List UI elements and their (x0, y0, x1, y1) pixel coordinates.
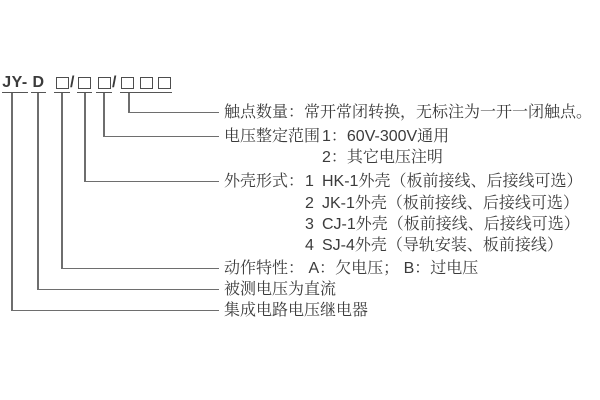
case-option-desc: JK-1外壳（板前接线、后接线可选） (322, 194, 579, 212)
model-voltage-code-segment (96, 74, 112, 93)
model-contacts-box-group (120, 77, 172, 89)
model-prefix-segment (2, 74, 28, 93)
label-action-characteristic: 动作特性： A：欠电压； B：过电压 (224, 260, 479, 277)
connector-vertical-case (84, 93, 86, 182)
label-case-type: 外壳形式： (224, 173, 305, 190)
model-contacts-code-segment (120, 74, 172, 93)
case-option-row (305, 173, 582, 190)
model-separator-1: / (70, 74, 75, 91)
connector-vertical-contacts (128, 93, 130, 113)
model-box-voltage (98, 77, 111, 89)
case-option-desc: CJ-1外壳（板前接线、后接线可选） (322, 215, 580, 233)
model-separator-2: / (112, 74, 117, 91)
model-box-contacts-2 (140, 77, 153, 89)
connector-horizontal-contacts (128, 112, 219, 114)
model-box-case (78, 77, 91, 89)
model-series-text: D (32, 74, 45, 91)
case-option-num: 2 (305, 194, 314, 212)
label-voltage-range: 电压整定范围 (224, 128, 321, 145)
connector-vertical-device (11, 93, 13, 311)
case-option-num: 3 (305, 215, 314, 233)
case-option-row (305, 237, 563, 254)
case-option-num: 4 (305, 237, 314, 254)
voltage-range-option: 1：60V-300V通用 (322, 128, 450, 145)
connector-vertical-action (61, 93, 63, 269)
voltage-range-option: 2：其它电压注明 (322, 149, 443, 166)
label-measured-voltage: 被测电压为直流 (224, 281, 337, 298)
model-case-code-segment (77, 74, 92, 93)
model-box-contacts-1 (121, 77, 134, 89)
model-box-action (56, 77, 69, 89)
case-option-row (305, 216, 580, 233)
connector-horizontal-case (84, 181, 219, 183)
label-device-type: 集成电路电压继电器 (224, 302, 369, 319)
connector-horizontal-action (61, 268, 219, 270)
model-series-segment (31, 74, 46, 93)
connector-horizontal-device (11, 310, 219, 312)
case-option-desc: HK-1外壳（板前接线、后接线可选） (322, 173, 583, 190)
connector-vertical-measured (37, 93, 39, 290)
connector-horizontal-measured (37, 289, 219, 291)
connector-horizontal-voltage (103, 136, 219, 138)
case-option-num: 1 (305, 173, 314, 190)
case-option-desc: SJ-4外壳（导轨安装、板前接线） (322, 237, 563, 254)
model-action-code-segment (54, 74, 70, 93)
connector-vertical-voltage (103, 93, 105, 137)
case-option-row (305, 195, 579, 212)
label-contacts: 触点数量：常开常闭转换，无标注为一开一闭触点。 (224, 104, 593, 121)
model-box-contacts-3 (158, 77, 171, 89)
model-prefix-text: JY- (2, 74, 28, 91)
